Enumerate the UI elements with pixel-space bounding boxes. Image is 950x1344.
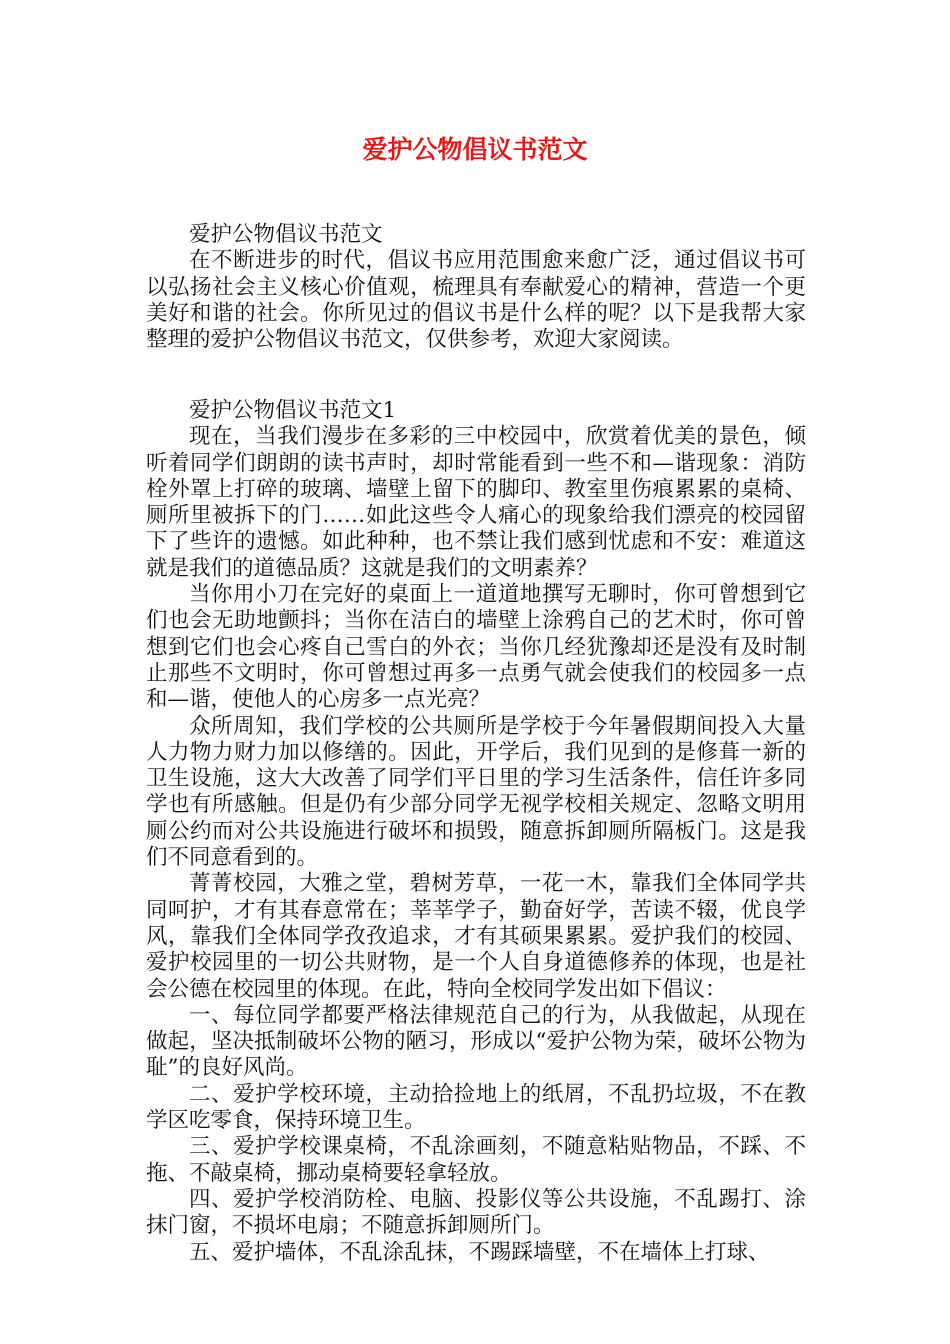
- paragraph: 当你用小刀在完好的桌面上一道道地撰写无聊时，你可曾想到它们也会无助地颤抖；当你在洁白的墙壁上涂鸦自己的艺术时，你可曾想到它们也会心疼自己雪白的外衣；当你几经犹豫却还是没有及时制止那些不文明时，你可曾想过再多一点勇气就会使我们的校园多一点和—谐，使他人的心房多一点光亮？: [146, 582, 806, 713]
- proposal-item-2: 二、爱护学校环境，主动拾捡地上的纸屑，不乱扔垃圾，不在教学区吃零食，保持环境卫生。: [146, 1081, 806, 1134]
- proposal-item-3: 三、爱护学校课桌椅，不乱涂画刻，不随意粘贴物品，不踩、不拖、不敲桌椅，挪动桌椅要轻拿轻放。: [146, 1134, 806, 1186]
- intro-heading: 爱护公物倡议书范文: [189, 222, 383, 247]
- intro-section: [146, 222, 806, 353]
- paragraph: 众所周知，我们学校的公共厕所是学校于今年暑假期间投入大量人力物力财力加以修缮的。因此，开学后，我们见到的是修葺一新的卫生设施，这大大改善了同学们平日里的学习生活条件，信任许多同学也有所感触。但是仍有少部分同学无视学校相关规定、忽略文明用厕公约而对公共设施进行破坏和损毁，随意拆卸厕所隔板门。这是我们不同意看到的。: [146, 713, 806, 871]
- intro-paragraph: 在不断进步的时代，倡议书应用范围愈来愈广泛，通过倡议书可以弘扬社会主义核心价值观，梳理具有奉献爱心的精神，营造一个更美好和谐的社会。你所见过的倡议书是什么样的呢？以下是我帮大家整理的爱护公物倡议书范文，仅供参考，欢迎大家阅读。: [146, 248, 806, 353]
- paragraph: 现在，当我们漫步在多彩的三中校园中，欣赏着优美的景色，倾听着同学们朗朗的读书声时，却时常能看到一些不和—谐现象：消防栓外罩上打碎的玻璃、墙壁上留下的脚印、教室里伤痕累累的桌椅、厕所里被拆下的门……如此这些令人痛心的现象给我们漂亮的校园留下了些许的遗憾。如此种种，也不禁让我们感到忧虑和不安：难道这就是我们的道德品质？这就是我们的文明素养？: [146, 424, 806, 581]
- section-1-heading: 爱护公物倡议书范文1: [189, 398, 397, 423]
- document-title: 爱护公物倡议书范文: [362, 135, 588, 164]
- proposal-item-1: 一、每位同学都要严格法律规范自己的行为，从我做起，从现在做起，坚决抵制破坏公物的陋习，形成以“爱护公物为荣，破坏公物为耻”的良好风尚。: [146, 1002, 806, 1081]
- section-1: [146, 398, 806, 1266]
- proposal-item-4: 四、爱护学校消防栓、电脑、投影仪等公共设施，不乱踢打、涂抹门窗，不损坏电扇；不随意拆卸厕所门。: [146, 1186, 806, 1239]
- paragraph: 菁菁校园，大雅之堂，碧树芳草，一花一木，靠我们全体同学共同呵护，才有其春意常在；莘莘学子，勤奋好学，苦读不辍，优良学风，靠我们全体同学孜孜追求，才有其硕果累累。爱护我们的校园、爱护校园里的一切公共财物，是一个人自身道德修养的体现，也是社会公德在校园里的体现。在此，特向全校同学发出如下倡议：: [146, 871, 806, 1002]
- proposal-item-5: 五、爱护墙体，不乱涂乱抹，不踢踩墙壁，不在墙体上打球、: [189, 1239, 770, 1265]
